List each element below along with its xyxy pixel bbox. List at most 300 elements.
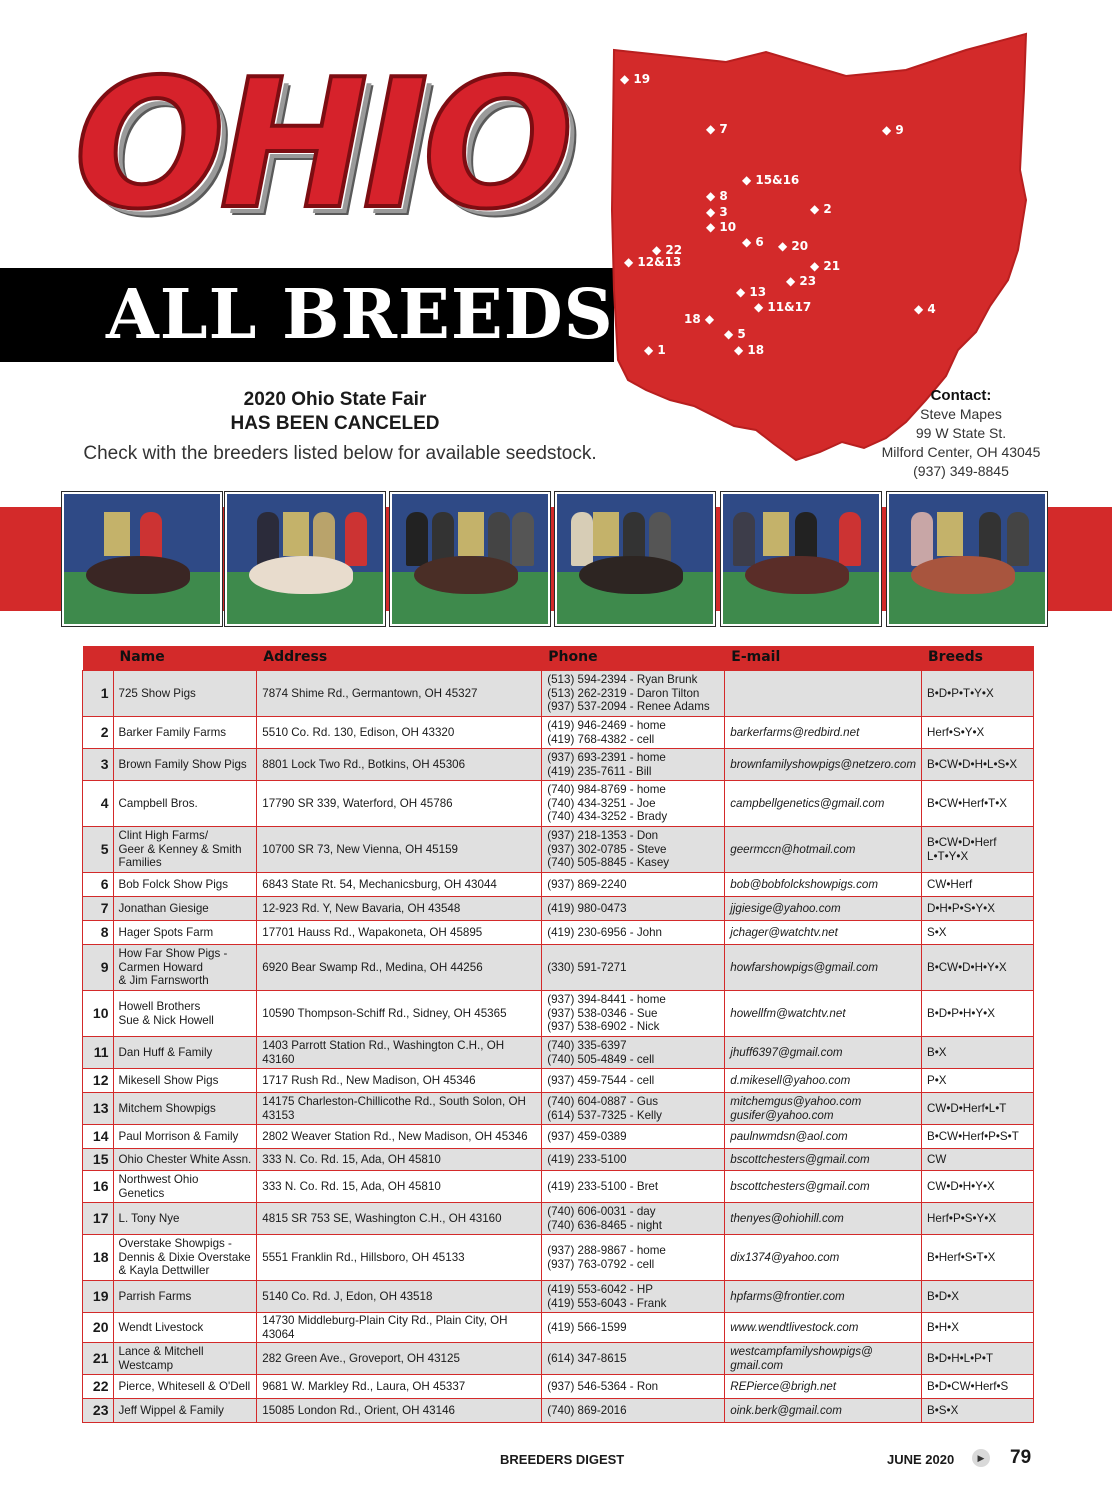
- cell-line: B•CW•Herf•T•X: [927, 796, 1008, 810]
- cell-line: Barker Family Farms: [118, 725, 227, 739]
- cell-line: (937) 459-7544 - cell: [547, 1073, 655, 1087]
- cell-line: (614) 537-7325 - Kelly: [547, 1108, 662, 1122]
- cell-line: (419) 230-6956 - John: [547, 925, 662, 939]
- breeder-name: [113, 991, 257, 1037]
- breeder-breeds: [922, 1281, 1034, 1313]
- breeder-phone: [542, 1069, 725, 1093]
- row-number: 16: [83, 1171, 114, 1203]
- header-phone: Phone: [542, 646, 725, 671]
- breeder-breeds: [922, 1171, 1034, 1203]
- cell-line: (937) 693-2391 - home: [547, 751, 666, 764]
- row-number: 10: [83, 991, 114, 1037]
- table-row: [83, 1281, 1034, 1313]
- table-row: [83, 1069, 1034, 1093]
- breeder-phone: [542, 1125, 725, 1149]
- cell-line: geermccn@hotmail.com: [730, 842, 856, 856]
- breeder-name: [113, 1313, 257, 1343]
- breeder-phone: [542, 921, 725, 945]
- breeder-phone: [542, 827, 725, 873]
- map-marker: ◆ 19: [620, 72, 651, 86]
- row-number: 1: [83, 671, 114, 717]
- table-row: [83, 1313, 1034, 1343]
- cell-line: (740) 505-4849 - cell: [547, 1052, 655, 1066]
- breeder-address: 333 N. Co. Rd. 15, Ada, OH 45810: [257, 1149, 542, 1171]
- breeder-address: 17701 Hauss Rd., Wapakoneta, OH 45895: [257, 921, 542, 945]
- row-number: 6: [83, 873, 114, 897]
- row-number: 20: [83, 1313, 114, 1343]
- breeder-name: [113, 1093, 257, 1125]
- breeder-address: 17790 SR 339, Waterford, OH 45786: [257, 781, 542, 827]
- breeder-address: 12-923 Rd. Y, New Bavaria, OH 43548: [257, 897, 542, 921]
- cell-line: D•H•P•S•Y•X: [927, 901, 995, 915]
- cell-line: Carmen Howard: [118, 960, 203, 974]
- cell-line: gusifer@yahoo.com: [730, 1108, 834, 1122]
- breeder-email: [725, 1203, 922, 1235]
- breeder-phone: [542, 1375, 725, 1399]
- contact-block: [872, 386, 1050, 481]
- cell-line: Ohio Chester White Assn.: [118, 1152, 252, 1166]
- cell-line: 725 Show Pigs: [118, 686, 196, 700]
- breeder-email: [725, 945, 922, 991]
- cell-line: S•X: [927, 925, 947, 939]
- breeder-name: [113, 873, 257, 897]
- cell-line: Hager Spots Farm: [118, 925, 214, 939]
- breeder-address: 7874 Shime Rd., Germantown, OH 45327: [257, 671, 542, 717]
- map-marker: ◆ 7: [706, 122, 728, 136]
- cell-line: bscottchesters@gmail.com: [730, 1152, 870, 1166]
- cell-line: L•T•Y•X: [927, 849, 969, 863]
- row-number: 7: [83, 897, 114, 921]
- map-marker: ◆ 12&13: [624, 255, 682, 269]
- cell-line: paulnwmdsn@aol.com: [730, 1129, 848, 1143]
- breeder-name: [113, 671, 257, 717]
- cell-line: Geer & Kenney & Smith: [118, 842, 242, 856]
- row-number: 15: [83, 1149, 114, 1171]
- cell-line: Families: [118, 856, 162, 870]
- table-row: [83, 1149, 1034, 1171]
- breeder-breeds: [922, 1125, 1034, 1149]
- photo-6: [887, 492, 1047, 626]
- cell-line: howellfm@watchtv.net: [730, 1006, 846, 1020]
- cell-line: REPierce@brigh.net: [730, 1379, 837, 1393]
- breeder-email: [725, 1399, 922, 1423]
- photo-2: [225, 492, 385, 626]
- breeder-breeds: [922, 1037, 1034, 1069]
- cell-line: (614) 347-8615: [547, 1351, 627, 1365]
- cell-line: bscottchesters@gmail.com: [730, 1179, 870, 1193]
- table-row: [83, 1171, 1034, 1203]
- breeder-address: 5140 Co. Rd. J, Edon, OH 43518: [257, 1281, 542, 1313]
- cell-line: B•D•P•T•Y•X: [927, 686, 994, 700]
- table-row: [83, 1093, 1034, 1125]
- contact-heading: Contact:: [930, 387, 992, 404]
- cell-line: B•D•H•L•P•T: [927, 1351, 994, 1365]
- cell-line: westcampfamilyshowpigs@: [730, 1345, 873, 1358]
- breeder-name: [113, 897, 257, 921]
- map-marker: ◆ 21: [810, 259, 841, 273]
- map-marker: ◆ 20: [778, 239, 809, 253]
- cell-line: (419) 553-6043 - Frank: [547, 1296, 667, 1310]
- cell-line: Brown Family Show Pigs: [118, 757, 247, 771]
- breeder-phone: [542, 1281, 725, 1313]
- row-number: 11: [83, 1037, 114, 1069]
- table-row: [83, 945, 1034, 991]
- cell-line: www.wendtlivestock.com: [730, 1320, 859, 1334]
- cell-line: (937) 302-0785 - Steve: [547, 842, 667, 856]
- cell-line: & Jim Farnsworth: [118, 974, 209, 988]
- breeder-email: [725, 671, 922, 717]
- cell-line: (513) 262-2319 - Daron Tilton: [547, 686, 700, 700]
- cell-line: Howell Brothers: [118, 1000, 201, 1013]
- breeder-phone: [542, 1149, 725, 1171]
- breeder-phone: [542, 749, 725, 781]
- photo-3: [390, 492, 550, 626]
- table-header-row: [83, 646, 1034, 671]
- table-row: [83, 749, 1034, 781]
- breeder-breeds: [922, 1343, 1034, 1375]
- breeder-email: [725, 781, 922, 827]
- cell-line: B•D•P•H•Y•X: [927, 1006, 995, 1020]
- cell-line: B•Herf•S•T•X: [927, 1250, 996, 1264]
- cell-line: Jeff Wippel & Family: [118, 1403, 224, 1417]
- breeder-breeds: [922, 1093, 1034, 1125]
- row-number: 21: [83, 1343, 114, 1375]
- breeder-email: [725, 717, 922, 749]
- cell-line: B•S•X: [927, 1403, 959, 1417]
- cell-line: brownfamilyshowpigs@netzero.com: [730, 757, 916, 771]
- cell-line: L. Tony Nye: [118, 1211, 180, 1225]
- contact-city: Milford Center, OH 43045: [881, 444, 1041, 460]
- photo-5: [721, 492, 881, 626]
- cell-line: (740) 335-6397: [547, 1039, 627, 1052]
- row-number: 8: [83, 921, 114, 945]
- cell-line: Herf•P•S•Y•X: [927, 1211, 997, 1225]
- breeder-phone: [542, 1235, 725, 1281]
- table-row: [83, 1375, 1034, 1399]
- breeder-address: 8801 Lock Two Rd., Botkins, OH 45306: [257, 749, 542, 781]
- cell-line: (419) 235-7611 - Bill: [547, 764, 652, 778]
- publication-name: BREEDERS DIGEST: [500, 1452, 625, 1467]
- cell-line: (740) 505-8845 - Kasey: [547, 856, 670, 870]
- cell-line: CW•D•H•Y•X: [927, 1179, 995, 1193]
- cell-line: (740) 434-3252 - Brady: [547, 810, 668, 824]
- cell-line: B•X: [927, 1045, 947, 1059]
- breeder-breeds: [922, 1375, 1034, 1399]
- cell-line: dix1374@yahoo.com: [730, 1250, 840, 1264]
- breeder-name: [113, 1149, 257, 1171]
- breeder-breeds: [922, 1313, 1034, 1343]
- cell-line: Clint High Farms/: [118, 829, 209, 843]
- breeder-address: 2802 Weaver Station Rd., New Madison, OH 45346: [257, 1125, 542, 1149]
- map-marker: ◆ 3: [706, 205, 728, 219]
- row-number: 23: [83, 1399, 114, 1423]
- ohio-title: OHIO: [74, 41, 568, 248]
- breeder-phone: [542, 1037, 725, 1069]
- breeder-address: 282 Green Ave., Groveport, OH 43125: [257, 1343, 542, 1375]
- cell-line: B•CW•D•Herf: [927, 836, 997, 849]
- table-row: [83, 1125, 1034, 1149]
- cell-line: bob@bobfolckshowpigs.com: [730, 877, 879, 891]
- map-marker: ◆ 22: [652, 243, 683, 257]
- breeder-email: [725, 1313, 922, 1343]
- breeder-phone: [542, 1399, 725, 1423]
- map-marker: ◆ 6: [742, 235, 764, 249]
- breeder-email: [725, 1235, 922, 1281]
- photo-1: [62, 492, 222, 626]
- breeder-breeds: [922, 873, 1034, 897]
- breeder-email: [725, 749, 922, 781]
- cell-line: Jonathan Giesige: [118, 901, 209, 915]
- breeder-name: [113, 1375, 257, 1399]
- cell-line: Westcamp: [118, 1358, 174, 1372]
- breeder-address: 1717 Rush Rd., New Madison, OH 45346: [257, 1069, 542, 1093]
- table-row: [83, 897, 1034, 921]
- breeder-breeds: [922, 1069, 1034, 1093]
- breeder-name: [113, 781, 257, 827]
- breeder-name: [113, 749, 257, 781]
- row-number: 5: [83, 827, 114, 873]
- breeder-email: [725, 873, 922, 897]
- table-row: [83, 1399, 1034, 1423]
- breeder-name: [113, 1343, 257, 1375]
- breeder-breeds: [922, 991, 1034, 1037]
- breeder-name: [113, 945, 257, 991]
- cell-line: (937) 538-0346 - Sue: [547, 1006, 658, 1020]
- all-breeds-title: ALL BREEDS: [106, 275, 614, 355]
- cell-line: Herf•S•Y•X: [927, 725, 985, 739]
- breeder-phone: [542, 671, 725, 717]
- map-marker: ◆ 13: [736, 285, 767, 299]
- breeder-email: [725, 897, 922, 921]
- cell-line: (740) 636-8465 - night: [547, 1218, 662, 1232]
- map-marker: ◆ 10: [706, 220, 737, 234]
- cell-line: (740) 604-0887 - Gus: [547, 1095, 659, 1108]
- row-number: 22: [83, 1375, 114, 1399]
- next-page-icon[interactable]: ▶: [972, 1449, 990, 1467]
- row-number: 18: [83, 1235, 114, 1281]
- breeder-email: [725, 1037, 922, 1069]
- cell-line: (419) 768-4382 - cell: [547, 732, 655, 746]
- table-row: [83, 991, 1034, 1037]
- breeder-phone: [542, 1203, 725, 1235]
- cell-line: (740) 869-2016: [547, 1403, 627, 1417]
- breeder-name: [113, 1125, 257, 1149]
- breeder-breeds: [922, 921, 1034, 945]
- table-row: [83, 827, 1034, 873]
- breeder-address: 5510 Co. Rd. 130, Edison, OH 43320: [257, 717, 542, 749]
- table-row: [83, 1203, 1034, 1235]
- cell-line: CW•D•Herf•L•T: [927, 1101, 1007, 1115]
- cell-line: Overstake Showpigs -: [118, 1237, 232, 1251]
- cell-line: jjgiesige@yahoo.com: [730, 901, 841, 915]
- row-number: 12: [83, 1069, 114, 1093]
- cell-line: Sue & Nick Howell: [118, 1013, 214, 1027]
- breeder-phone: [542, 873, 725, 897]
- breeder-phone: [542, 781, 725, 827]
- breeder-email: [725, 921, 922, 945]
- row-number: 4: [83, 781, 114, 827]
- breeder-breeds: [922, 945, 1034, 991]
- breeder-address: 9681 W. Markley Rd., Laura, OH 45337: [257, 1375, 542, 1399]
- cell-line: (937) 869-2240: [547, 877, 627, 891]
- breeder-breeds: [922, 827, 1034, 873]
- breeder-email: [725, 1343, 922, 1375]
- breeder-name: [113, 1069, 257, 1093]
- breeder-breeds: [922, 1235, 1034, 1281]
- map-marker: 18 ◆: [684, 312, 715, 326]
- breeder-phone: [542, 1313, 725, 1343]
- breeder-breeds: [922, 749, 1034, 781]
- cell-line: (419) 980-0473: [547, 901, 627, 915]
- breeder-address: 1403 Parrott Station Rd., Washington C.H., OH 43160: [257, 1037, 542, 1069]
- cell-line: Dan Huff & Family: [118, 1045, 213, 1059]
- cell-line: howfarshowpigs@gmail.com: [730, 960, 878, 974]
- cell-line: Paul Morrison & Family: [118, 1129, 239, 1143]
- page-number: 79: [1010, 1447, 1032, 1468]
- breeder-breeds: [922, 1203, 1034, 1235]
- row-number: 19: [83, 1281, 114, 1313]
- map-marker: ◆ 5: [724, 327, 746, 341]
- breeder-phone: [542, 1343, 725, 1375]
- cell-line: (937) 538-6902 - Nick: [547, 1020, 660, 1034]
- breeder-name: [113, 1281, 257, 1313]
- breeder-email: [725, 1171, 922, 1203]
- cell-line: (740) 984-8769 - home: [547, 783, 666, 797]
- cell-line: CW•Herf: [927, 877, 973, 891]
- breeder-address: 14175 Charleston-Chillicothe Rd., South Solon, OH 43153: [257, 1093, 542, 1125]
- breeder-name: [113, 827, 257, 873]
- cell-line: mitchemgus@yahoo.com: [730, 1095, 862, 1108]
- cell-line: (937) 537-2094 - Renee Adams: [547, 700, 710, 714]
- breeder-email: [725, 1125, 922, 1149]
- breeder-email: [725, 1281, 922, 1313]
- breeder-address: 6843 State Rt. 54, Mechanicsburg, OH 43044: [257, 873, 542, 897]
- row-number: 3: [83, 749, 114, 781]
- cell-line: B•CW•D•H•Y•X: [927, 960, 1007, 974]
- breeder-breeds: [922, 781, 1034, 827]
- cell-line: B•D•CW•Herf•S: [927, 1379, 1009, 1393]
- header-number: [83, 646, 114, 671]
- breeder-email: [725, 1375, 922, 1399]
- cell-line: Genetics: [118, 1186, 165, 1200]
- breeder-breeds: [922, 1399, 1034, 1423]
- table-row: [83, 1235, 1034, 1281]
- cell-line: gmail.com: [730, 1358, 784, 1372]
- breeders-table-body: [83, 671, 1034, 1423]
- cell-line: (937) 546-5364 - Ron: [547, 1379, 659, 1393]
- map-marker: ◆ 9: [882, 123, 904, 137]
- breeder-name: [113, 1399, 257, 1423]
- cell-line: B•CW•D•H•L•S•X: [927, 757, 1018, 771]
- cell-line: (419) 553-6042 - HP: [547, 1283, 653, 1296]
- cell-line: campbellgenetics@gmail.com: [730, 796, 885, 810]
- cell-line: Mikesell Show Pigs: [118, 1073, 219, 1087]
- issue-date: JUNE 2020: [887, 1452, 955, 1467]
- breeder-breeds: [922, 1149, 1034, 1171]
- breeder-phone: [542, 945, 725, 991]
- breeder-name: [113, 1235, 257, 1281]
- breeder-phone: [542, 717, 725, 749]
- breeder-address: 5551 Franklin Rd., Hillsboro, OH 45133: [257, 1235, 542, 1281]
- map-marker: ◆ 1: [644, 343, 666, 357]
- breeder-address: 333 N. Co. Rd. 15, Ada, OH 45810: [257, 1171, 542, 1203]
- contact-name: Steve Mapes: [920, 406, 1002, 422]
- header-address: Address: [257, 646, 542, 671]
- photo-4: [555, 492, 715, 626]
- table-row: [83, 781, 1034, 827]
- cell-line: d.mikesell@yahoo.com: [730, 1073, 851, 1087]
- cell-line: barkerfarms@redbird.net: [730, 725, 860, 739]
- row-number: 14: [83, 1125, 114, 1149]
- cell-line: Pierce, Whitesell & O'Dell: [118, 1379, 251, 1393]
- map-marker: ◆ 18: [734, 343, 765, 357]
- breeder-name: [113, 1203, 257, 1235]
- cell-line: (330) 591-7271: [547, 960, 627, 974]
- cancel-notice: [180, 388, 490, 436]
- table-row: [83, 873, 1034, 897]
- breeders-table: [82, 646, 1034, 1423]
- map-marker: ◆ 23: [786, 274, 817, 288]
- notice-line-2: HAS BEEN CANCELED: [230, 413, 440, 434]
- breeder-email: [725, 991, 922, 1037]
- cell-line: (419) 946-2469 - home: [547, 719, 666, 732]
- map-marker: ◆ 15&16: [742, 173, 800, 187]
- cell-line: B•H•X: [927, 1320, 959, 1334]
- notice-line-1: 2020 Ohio State Fair: [243, 389, 427, 410]
- cell-line: B•CW•Herf•P•S•T: [927, 1129, 1019, 1143]
- breeder-breeds: [922, 717, 1034, 749]
- row-number: 9: [83, 945, 114, 991]
- cell-line: B•D•X: [927, 1289, 959, 1303]
- cell-line: Mitchem Showpigs: [118, 1101, 216, 1115]
- breeder-name: [113, 717, 257, 749]
- notice-subtext: Check with the breeders listed below for available seedstock.: [83, 443, 597, 464]
- row-number: 17: [83, 1203, 114, 1235]
- cell-line: Bob Folck Show Pigs: [118, 877, 229, 891]
- breeder-phone: [542, 897, 725, 921]
- breeder-name: [113, 1171, 257, 1203]
- breeder-email: [725, 827, 922, 873]
- contact-phone: (937) 349-8845: [913, 463, 1009, 479]
- cell-line: & Kayla Dettwiller: [118, 1264, 210, 1278]
- cell-line: (740) 606-0031 - day: [547, 1205, 656, 1218]
- cell-line: Parrish Farms: [118, 1289, 192, 1303]
- cell-line: (419) 233-5100 - Bret: [547, 1179, 659, 1193]
- header-email: E-mail: [725, 646, 922, 671]
- row-number: 13: [83, 1093, 114, 1125]
- breeder-email: [725, 1069, 922, 1093]
- cell-line: oink.berk@gmail.com: [730, 1403, 842, 1417]
- breeder-address: 15085 London Rd., Orient, OH 43146: [257, 1399, 542, 1423]
- breeder-name: [113, 921, 257, 945]
- table-row: [83, 1343, 1034, 1375]
- breeder-address: 14730 Middleburg-Plain City Rd., Plain City, OH 43064: [257, 1313, 542, 1343]
- cell-line: Dennis & Dixie Overstake: [118, 1250, 251, 1264]
- cell-line: (937) 459-0389: [547, 1129, 627, 1143]
- cell-line: Wendt Livestock: [118, 1320, 204, 1334]
- breeder-email: [725, 1149, 922, 1171]
- breeder-name: [113, 1037, 257, 1069]
- breeder-address: 10590 Thompson-Schiff Rd., Sidney, OH 45365: [257, 991, 542, 1037]
- cell-line: hpfarms@frontier.com: [730, 1289, 845, 1303]
- cell-line: P•X: [927, 1073, 947, 1087]
- cell-line: How Far Show Pigs -: [118, 947, 228, 961]
- cell-line: (513) 594-2394 - Ryan Brunk: [547, 673, 698, 687]
- table-row: [83, 1037, 1034, 1069]
- breeder-breeds: [922, 897, 1034, 921]
- breeder-address: 4815 SR 753 SE, Washington C.H., OH 43160: [257, 1203, 542, 1235]
- cell-line: jchager@watchtv.net: [730, 925, 838, 939]
